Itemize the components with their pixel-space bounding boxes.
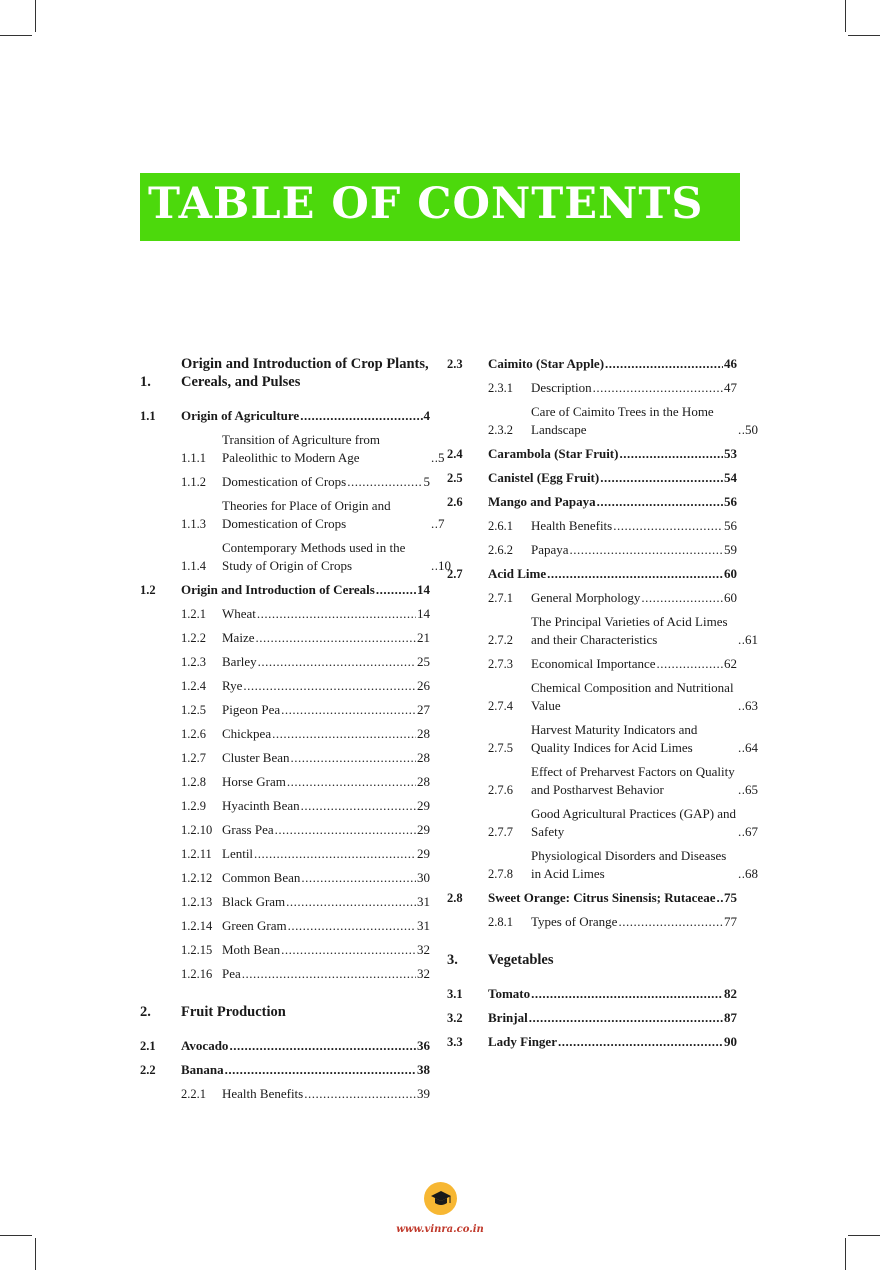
toc-entry[interactable] <box>447 985 737 1003</box>
dot-leader <box>229 1037 416 1055</box>
entry-title: Canistel (Egg Fruit) <box>488 470 600 485</box>
entry-title: Wheat <box>222 606 256 621</box>
dot-leader <box>657 655 723 673</box>
toc-entry[interactable] <box>140 725 430 743</box>
entry-title: Types of Orange <box>531 914 618 929</box>
dot-leader <box>291 749 416 767</box>
dot-leader <box>243 677 416 695</box>
entry-page-number: 31 <box>417 918 430 933</box>
toc-entry[interactable] <box>140 1037 430 1055</box>
toc-entry[interactable] <box>447 721 758 757</box>
dot-leader <box>547 565 723 583</box>
entry-title: Lady Finger <box>488 1034 557 1049</box>
toc-entry[interactable] <box>447 445 737 463</box>
crop-mark <box>845 1238 846 1270</box>
toc-entry[interactable] <box>447 379 737 397</box>
toc-entry[interactable] <box>140 497 445 533</box>
entry-number: 1.2.13 <box>181 895 213 909</box>
entry-title: Mango and Papaya <box>488 494 596 509</box>
entry-page-number: 32 <box>417 942 430 957</box>
entry-title: Moth Bean <box>222 942 281 957</box>
entry-page-number: 25 <box>417 654 430 669</box>
entry-number: 2.6.1 <box>488 519 513 533</box>
toc-entry[interactable] <box>447 403 758 439</box>
toc-entry[interactable] <box>140 431 445 467</box>
entry-number: 1.2 <box>140 583 156 597</box>
dot-leader <box>301 869 416 887</box>
toc-entry[interactable] <box>447 1033 737 1051</box>
entry-title: Tomato <box>488 986 531 1001</box>
toc-entry[interactable] <box>447 613 758 649</box>
toc-entry[interactable] <box>140 749 430 767</box>
entry-page-number: 56 <box>724 518 737 533</box>
entry-number: 2.2.1 <box>181 1087 206 1101</box>
dot-leader <box>257 605 416 623</box>
entry-page-number: 59 <box>724 542 737 557</box>
crop-mark <box>845 0 846 32</box>
toc-entry[interactable] <box>140 581 430 599</box>
footer-url[interactable]: www.vinra.co.in <box>396 1224 484 1235</box>
dot-leader <box>255 629 416 647</box>
entry-title: Sweet Orange: Citrus Sinensis; Rutaceae <box>488 890 716 905</box>
entry-page-number: 47 <box>724 380 737 395</box>
entry-page-number: 60 <box>724 590 737 605</box>
entry-number: 2.5 <box>447 471 463 485</box>
dot-leader <box>281 701 416 719</box>
entry-number: 2.6 <box>447 495 463 509</box>
dot-leader <box>738 823 744 841</box>
entry-title: Physiological Disorders and Diseases in Acid Limes <box>531 848 727 881</box>
entry-title: General Morphology <box>531 590 641 605</box>
crop-mark <box>0 35 32 36</box>
dot-leader <box>287 773 416 791</box>
toc-entry[interactable] <box>447 655 737 673</box>
entry-number: 1.1.1 <box>181 451 206 465</box>
entry-title: Rye <box>222 678 243 693</box>
entry-number: 1.2.1 <box>181 607 206 621</box>
entry-title: Grass Pea <box>222 822 274 837</box>
entry-title: Economical Importance <box>531 656 656 671</box>
toc-entry[interactable] <box>140 407 430 425</box>
entry-page-number: 50 <box>745 422 758 437</box>
entry-title: Maize <box>222 630 255 645</box>
entry-page-number: 82 <box>724 986 737 1001</box>
dot-leader <box>242 965 416 983</box>
crop-mark <box>848 1235 880 1236</box>
entry-number: 3. <box>447 952 458 968</box>
toc-entry[interactable] <box>447 913 737 931</box>
entry-page-number: 63 <box>745 698 758 713</box>
entry-title: Caimito (Star Apple) <box>488 356 605 371</box>
entry-number: 3.3 <box>447 1035 463 1049</box>
toc-entry[interactable] <box>447 889 737 907</box>
entry-page-number: 62 <box>724 656 737 671</box>
toc-column-left <box>140 355 451 1109</box>
entry-page-number: 29 <box>417 798 430 813</box>
dot-leader <box>347 473 422 491</box>
entry-page-number: 28 <box>417 750 430 765</box>
entry-number: 1.2.6 <box>181 727 206 741</box>
entry-page-number: 31 <box>417 894 430 909</box>
entry-number: 1.2.12 <box>181 871 213 885</box>
entry-title: Horse Gram <box>222 774 286 789</box>
entry-number: 1.2.4 <box>181 679 206 693</box>
dot-leader <box>613 517 723 535</box>
dot-leader <box>570 541 723 559</box>
entry-title: Contemporary Methods used in the Study of Origin of Crops <box>222 540 406 573</box>
entry-number: 2.7.2 <box>488 633 513 647</box>
toc-entry[interactable] <box>447 493 737 511</box>
entry-title: Description <box>531 380 592 395</box>
dot-leader <box>431 515 437 533</box>
entry-title: Carambola (Star Fruit) <box>488 446 619 461</box>
entry-number: 2.7.3 <box>488 657 513 671</box>
entry-page-number: 90 <box>724 1034 737 1049</box>
dot-leader <box>286 893 416 911</box>
toc-entry[interactable] <box>140 629 430 647</box>
entry-number: 2.3.2 <box>488 423 513 437</box>
entry-page-number: 61 <box>745 632 758 647</box>
toc-entry[interactable] <box>140 605 430 623</box>
dot-leader <box>738 781 744 799</box>
entry-number: 2.7.8 <box>488 867 513 881</box>
toc-column-right <box>447 355 758 1057</box>
dot-leader <box>738 739 744 757</box>
entry-page-number: 56 <box>724 494 737 509</box>
entry-page-number: 54 <box>724 470 737 485</box>
entry-number: 2.6.2 <box>488 543 513 557</box>
entry-number: 1.1.4 <box>181 559 206 573</box>
toc-entry[interactable] <box>447 589 737 607</box>
entry-title: Pigeon Pea <box>222 702 281 717</box>
toc-entry[interactable] <box>447 847 758 883</box>
dot-leader <box>597 493 723 511</box>
entry-page-number: 28 <box>417 774 430 789</box>
dot-leader <box>281 941 416 959</box>
entry-page-number: 21 <box>417 630 430 645</box>
entry-title: Banana <box>181 1062 224 1077</box>
entry-number: 3.2 <box>447 1011 463 1025</box>
entry-page-number: 32 <box>417 966 430 981</box>
toc-entry[interactable] <box>140 941 430 959</box>
entry-number: 1.1.3 <box>181 517 206 531</box>
toc-entry[interactable] <box>140 355 430 391</box>
toc-entry[interactable] <box>140 653 430 671</box>
entry-title: Good Agricultural Practices (GAP) and Safety <box>531 806 737 839</box>
entry-page-number: 36 <box>417 1038 430 1053</box>
entry-page-number: 14 <box>417 606 430 621</box>
entry-title: Domestication of Crops <box>222 474 347 489</box>
entry-number: 1.1 <box>140 409 156 423</box>
entry-page-number: 39 <box>417 1086 430 1101</box>
entry-page-number: 10 <box>438 558 451 573</box>
entry-number: 2.7.6 <box>488 783 513 797</box>
entry-number: 2.8 <box>447 891 463 905</box>
toc-entry[interactable] <box>447 541 737 559</box>
entry-page-number: 38 <box>417 1062 430 1077</box>
entry-number: 1.2.2 <box>181 631 206 645</box>
entry-title: Vegetables <box>488 952 554 968</box>
entry-number: 2.7.7 <box>488 825 513 839</box>
entry-title: Barley <box>222 654 257 669</box>
entry-title: Fruit Production <box>181 1004 286 1020</box>
entry-number: 2.7.4 <box>488 699 513 713</box>
dot-leader <box>738 631 744 649</box>
entry-page-number: 5 <box>438 450 445 465</box>
entry-page-number: 4 <box>423 408 430 423</box>
crop-mark <box>0 1235 32 1236</box>
entry-number: 2.1 <box>140 1039 156 1053</box>
dot-leader <box>618 913 723 931</box>
dot-leader <box>301 797 416 815</box>
entry-page-number: 67 <box>745 824 758 839</box>
toc-entry[interactable] <box>140 1061 430 1079</box>
title-banner <box>140 173 740 241</box>
entry-number: 1.2.3 <box>181 655 206 669</box>
toc-entry[interactable] <box>140 965 430 983</box>
toc-entry[interactable] <box>140 701 430 719</box>
entry-title: Pea <box>222 966 241 981</box>
entry-title: Common Bean <box>222 870 301 885</box>
dot-leader <box>258 653 416 671</box>
dot-leader <box>431 449 437 467</box>
entry-title: Brinjal <box>488 1010 528 1025</box>
toc-entry[interactable] <box>447 469 737 487</box>
dot-leader <box>304 1085 416 1103</box>
toc-entry[interactable] <box>140 773 430 791</box>
entry-page-number: 53 <box>724 446 737 461</box>
entry-number: 1.2.16 <box>181 967 213 981</box>
entry-title: Health Benefits <box>531 518 613 533</box>
page-title: TABLE OF CONTENTS <box>148 179 704 229</box>
entry-title: Acid Lime <box>488 566 547 581</box>
toc-entry[interactable] <box>140 473 430 491</box>
dot-leader <box>288 917 416 935</box>
entry-number: 2.3 <box>447 357 463 371</box>
entry-page-number: 30 <box>417 870 430 885</box>
entry-title: Origin and Introduction of Crop Plants, Cereals, and Pulses <box>181 356 429 390</box>
entry-page-number: 87 <box>724 1010 737 1025</box>
entry-number: 1.2.8 <box>181 775 206 789</box>
entry-page-number: 60 <box>724 566 737 581</box>
toc-entry[interactable] <box>447 355 737 373</box>
entry-title: Effect of Preharvest Factors on Quality and Postharvest Behavior <box>531 764 735 797</box>
entry-page-number: 46 <box>724 356 737 371</box>
entry-number: 2.7 <box>447 567 463 581</box>
toc-entry[interactable] <box>140 869 430 887</box>
entry-title: Transition of Agriculture from Paleolithic to Modern Age <box>222 432 381 465</box>
graduation-cap-logo-icon <box>424 1182 457 1215</box>
entry-page-number: 28 <box>417 726 430 741</box>
dot-leader <box>738 865 744 883</box>
entry-title: Harvest Maturity Indicators and Quality Indices for Acid Limes <box>531 722 698 755</box>
toc-entry[interactable] <box>140 1085 430 1103</box>
entry-number: 2.2 <box>140 1063 156 1077</box>
entry-title: The Principal Varieties of Acid Limes and their Characteristics <box>531 614 728 647</box>
entry-page-number: 5 <box>423 474 430 489</box>
entry-page-number: 65 <box>745 782 758 797</box>
dot-leader <box>225 1061 416 1079</box>
dot-leader <box>254 845 416 863</box>
entry-title: Theories for Place of Origin and Domestication of Crops <box>222 498 391 531</box>
dot-leader <box>619 445 723 463</box>
dot-leader <box>605 355 723 373</box>
entry-page-number: 77 <box>724 914 737 929</box>
toc-entry[interactable] <box>140 845 430 863</box>
dot-leader <box>531 985 723 1003</box>
dot-leader <box>300 407 422 425</box>
toc-entry[interactable] <box>447 565 737 583</box>
toc-entry[interactable] <box>447 1009 737 1027</box>
entry-page-number: 27 <box>417 702 430 717</box>
entry-page-number: 68 <box>745 866 758 881</box>
entry-title: Care of Caimito Trees in the Home Landscape <box>531 404 714 437</box>
dot-leader <box>376 581 416 599</box>
entry-number: 1. <box>140 374 151 390</box>
crop-mark <box>848 35 880 36</box>
dot-leader <box>275 821 416 839</box>
entry-title: Lentil <box>222 846 254 861</box>
dot-leader <box>641 589 723 607</box>
entry-title: Origin and Introduction of Cereals <box>181 582 375 597</box>
entry-number: 1.2.14 <box>181 919 213 933</box>
entry-number: 2.7.5 <box>488 741 513 755</box>
dot-leader <box>558 1033 723 1051</box>
entry-number: 2. <box>140 1004 151 1020</box>
entry-number: 1.2.10 <box>181 823 213 837</box>
dot-leader <box>529 1009 723 1027</box>
entry-title: Origin of Agriculture <box>181 408 300 423</box>
entry-number: 1.2.5 <box>181 703 206 717</box>
toc-entry[interactable] <box>447 805 758 841</box>
entry-number: 1.2.9 <box>181 799 206 813</box>
entry-title: Health Benefits <box>222 1086 304 1101</box>
entry-title: Chickpea <box>222 726 272 741</box>
dot-leader <box>272 725 416 743</box>
entry-title: Chemical Composition and Nutritional Value <box>531 680 734 713</box>
entry-title: Avocado <box>181 1038 229 1053</box>
crop-mark <box>35 1238 36 1270</box>
entry-title: Papaya <box>531 542 569 557</box>
toc-entry[interactable] <box>447 679 758 715</box>
crop-mark <box>35 0 36 32</box>
entry-page-number: 75 <box>724 890 737 905</box>
toc-entry[interactable] <box>140 1003 430 1021</box>
entry-title: Cluster Bean <box>222 750 290 765</box>
entry-number: 3.1 <box>447 987 463 1001</box>
toc-entry[interactable] <box>447 951 737 969</box>
dot-leader <box>738 697 744 715</box>
entry-number: 2.4 <box>447 447 463 461</box>
toc-entry[interactable] <box>140 917 430 935</box>
dot-leader <box>593 379 723 397</box>
entry-page-number: 26 <box>417 678 430 693</box>
dot-leader <box>738 421 744 439</box>
entry-title: Hyacinth Bean <box>222 798 300 813</box>
entry-title: Black Gram <box>222 894 286 909</box>
toc-entry[interactable] <box>140 797 430 815</box>
toc-entry[interactable] <box>140 893 430 911</box>
entry-number: 2.7.1 <box>488 591 513 605</box>
dot-leader <box>716 889 723 907</box>
entry-number: 2.3.1 <box>488 381 513 395</box>
entry-page-number: 64 <box>745 740 758 755</box>
entry-number: 1.2.11 <box>181 847 212 861</box>
entry-title: Green Gram <box>222 918 287 933</box>
entry-page-number: 14 <box>417 582 430 597</box>
dot-leader <box>431 557 437 575</box>
toc-entry[interactable] <box>447 763 758 799</box>
entry-page-number: 29 <box>417 846 430 861</box>
entry-number: 1.1.2 <box>181 475 206 489</box>
entry-page-number: 7 <box>438 516 445 531</box>
entry-page-number: 29 <box>417 822 430 837</box>
toc-entry[interactable] <box>140 539 451 575</box>
toc-entry[interactable] <box>447 517 737 535</box>
toc-entry[interactable] <box>140 677 430 695</box>
dot-leader <box>600 469 723 487</box>
entry-number: 1.2.7 <box>181 751 206 765</box>
toc-entry[interactable] <box>140 821 430 839</box>
entry-number: 2.8.1 <box>488 915 513 929</box>
entry-number: 1.2.15 <box>181 943 213 957</box>
